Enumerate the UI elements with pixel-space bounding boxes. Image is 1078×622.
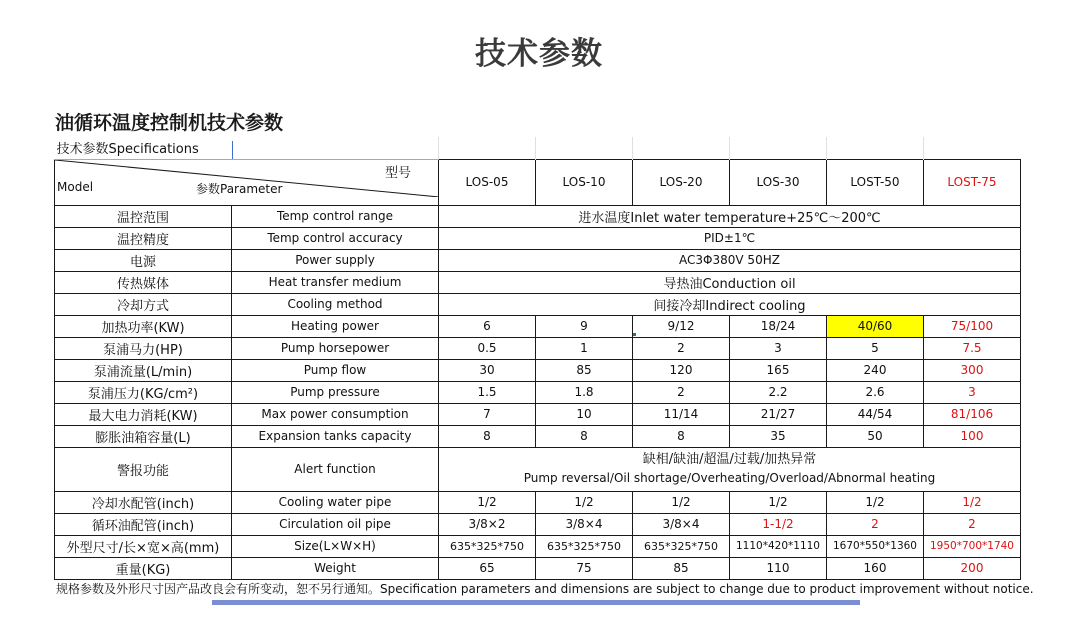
label-en: Temp control accuracy: [232, 227, 439, 249]
parameter-label: 参数Parameter: [196, 181, 283, 196]
value-cell: 200: [924, 557, 1021, 579]
value-cell: 635*325*750: [536, 535, 633, 557]
value-cell: 3: [730, 337, 827, 359]
value-cell: 2: [827, 513, 924, 535]
value-cell: 2.2: [730, 381, 827, 403]
row-water-pipe: [55, 491, 1021, 513]
value-cell: 8: [536, 425, 633, 447]
row-max-power: [55, 403, 1021, 425]
row-temp-accuracy: [55, 227, 1021, 249]
value-cell: 120: [633, 359, 730, 381]
value-cell: 35: [730, 425, 827, 447]
label-en: Circulation oil pipe: [232, 513, 439, 535]
value-cell: 3/8×4: [536, 513, 633, 535]
label-cn: 冷却水配管(inch): [55, 491, 232, 513]
alert-value-en: Pump reversal/Oil shortage/Overheating/Overload/Abnormal heating: [523, 471, 936, 485]
label-cn: 温控范围: [55, 205, 232, 227]
label-en: Pump pressure: [232, 381, 439, 403]
value-cell: 1/2: [827, 491, 924, 513]
row-size: [55, 535, 1021, 557]
value-cell: 50: [827, 425, 924, 447]
spec-label-row: [55, 137, 1021, 159]
value-cell: 2.6: [827, 381, 924, 403]
spec-table: [54, 137, 1021, 580]
label-en: Weight: [232, 557, 439, 579]
label-cn: 泵浦压力(KG/cm²): [55, 381, 232, 403]
model-los-30: LOS-30: [730, 159, 827, 205]
value-cell: 635*325*750: [633, 535, 730, 557]
value-cell: 75/100: [924, 315, 1021, 337]
label-en: Cooling water pipe: [232, 491, 439, 513]
label-en: Max power consumption: [232, 403, 439, 425]
row-pump-flow: [55, 359, 1021, 381]
value-cell: 10: [536, 403, 633, 425]
merged-value: 进水温度Inlet water temperature+25℃～200℃: [439, 205, 1021, 227]
merged-value: 导热油Conduction oil: [439, 271, 1021, 293]
value-cell: 2: [633, 381, 730, 403]
value-cell: 5: [827, 337, 924, 359]
value-cell: 2: [633, 337, 730, 359]
label-en: Expansion tanks capacity: [232, 425, 439, 447]
value-cell: 3/8×4: [633, 513, 730, 535]
value-cell: 1.8: [536, 381, 633, 403]
value-cell: 18/24: [730, 315, 827, 337]
label-en: Pump horsepower: [232, 337, 439, 359]
value-cell: 1/2: [439, 491, 536, 513]
alert-value-cell: [439, 447, 1021, 491]
row-temp-range: [55, 205, 1021, 227]
merged-value: AC3Φ380V 50HZ: [439, 249, 1021, 271]
selection-marker: [232, 141, 233, 159]
value-cell: 3: [924, 381, 1021, 403]
value-cell: 75: [536, 557, 633, 579]
value-cell: 85: [536, 359, 633, 381]
value-cell: 9/12: [633, 315, 730, 337]
row-pump-hp: [55, 337, 1021, 359]
value-cell: 635*325*750: [439, 535, 536, 557]
value-cell: 11/14: [633, 403, 730, 425]
model-los-10: LOS-10: [536, 159, 633, 205]
model-lost-75: LOST-75: [924, 159, 1021, 205]
value-cell: 44/54: [827, 403, 924, 425]
value-cell: 100: [924, 425, 1021, 447]
header-diagonal-cell: [55, 159, 439, 205]
header-row: [55, 159, 1021, 205]
value-cell: 1/2: [536, 491, 633, 513]
value-cell: 81/106: [924, 403, 1021, 425]
row-alert: [55, 447, 1021, 491]
label-cn: 加热功率(KW): [55, 315, 232, 337]
value-cell: 165: [730, 359, 827, 381]
value-cell: 8: [439, 425, 536, 447]
label-en: Heat transfer medium: [232, 271, 439, 293]
value-cell: 2: [924, 513, 1021, 535]
label-en: Heating power: [232, 315, 439, 337]
value-cell: 8: [633, 425, 730, 447]
value-cell: 1: [536, 337, 633, 359]
label-en: Cooling method: [232, 293, 439, 315]
alert-value-cn: 缺相/缺油/超温/过载/加热异常: [642, 452, 817, 467]
label-en: Alert function: [232, 447, 439, 491]
value-cell: 1.5: [439, 381, 536, 403]
value-cell: 240: [827, 359, 924, 381]
label-cn: 最大电力消耗(KW): [55, 403, 232, 425]
row-power-supply: [55, 249, 1021, 271]
model-los-20: LOS-20: [633, 159, 730, 205]
value-cell: 9: [536, 315, 633, 337]
label-cn: 膨胀油箱容量(L): [55, 425, 232, 447]
model-lost-50: LOST-50: [827, 159, 924, 205]
spec-label: 技术参数Specifications: [55, 137, 439, 159]
row-heating-power: [55, 315, 1021, 337]
label-cn: 外型尺寸/长×宽×高(mm): [55, 535, 232, 557]
label-cn: 循环油配管(inch): [55, 513, 232, 535]
value-cell: 1/2: [633, 491, 730, 513]
page-title: 技术参数: [475, 36, 603, 72]
row-medium: [55, 271, 1021, 293]
label-cn: 电源: [55, 249, 232, 271]
decorative-bar: [212, 600, 860, 605]
label-cn: 泵浦流量(L/min): [55, 359, 232, 381]
comment-indicator-icon: [633, 333, 636, 336]
merged-value: PID±1℃: [439, 227, 1021, 249]
value-cell: 1/2: [924, 491, 1021, 513]
value-cell: 65: [439, 557, 536, 579]
label-cn: 泵浦马力(HP): [55, 337, 232, 359]
model-label-en: Model: [57, 179, 94, 194]
label-cn: 警报功能: [55, 447, 232, 491]
model-los-05: LOS-05: [439, 159, 536, 205]
sub-title: 油循环温度控制机技术参数: [55, 112, 284, 134]
value-cell: 0.5: [439, 337, 536, 359]
value-cell: 7.5: [924, 337, 1021, 359]
value-cell: 110: [730, 557, 827, 579]
value-cell: 1-1/2: [730, 513, 827, 535]
value-cell: 1950*700*1740: [924, 535, 1021, 557]
label-cn: 冷却方式: [55, 293, 232, 315]
value-cell: 1110*420*1110: [730, 535, 827, 557]
label-cn: 重量(KG): [55, 557, 232, 579]
value-cell: 30: [439, 359, 536, 381]
row-oil-pipe: [55, 513, 1021, 535]
value-cell: 7: [439, 403, 536, 425]
disclaimer-note: 规格参数及外形尺寸因产品改良会有所变动，恕不另行通知。Specification parameters and dimensions are subject to change due to product improvement without notice.: [56, 582, 1034, 596]
value-cell: 1670*550*1360: [827, 535, 924, 557]
label-en: Power supply: [232, 249, 439, 271]
value-cell: 160: [827, 557, 924, 579]
row-cooling: [55, 293, 1021, 315]
label-en: Temp control range: [232, 205, 439, 227]
row-weight: [55, 557, 1021, 579]
value-cell-highlighted: 40/60: [827, 315, 924, 337]
row-tank: [55, 425, 1021, 447]
merged-value: 间接冷却Indirect cooling: [439, 293, 1021, 315]
value-cell: 21/27: [730, 403, 827, 425]
value-cell: 3/8×2: [439, 513, 536, 535]
value-cell: 1/2: [730, 491, 827, 513]
row-pump-pressure: [55, 381, 1021, 403]
model-label-cn: 型号: [385, 165, 412, 181]
value-cell: 6: [439, 315, 536, 337]
label-en: Pump flow: [232, 359, 439, 381]
value-cell: 300: [924, 359, 1021, 381]
label-cn: 传热媒体: [55, 271, 232, 293]
value-cell: 85: [633, 557, 730, 579]
label-cn: 温控精度: [55, 227, 232, 249]
label-en: Size(L×W×H): [232, 535, 439, 557]
